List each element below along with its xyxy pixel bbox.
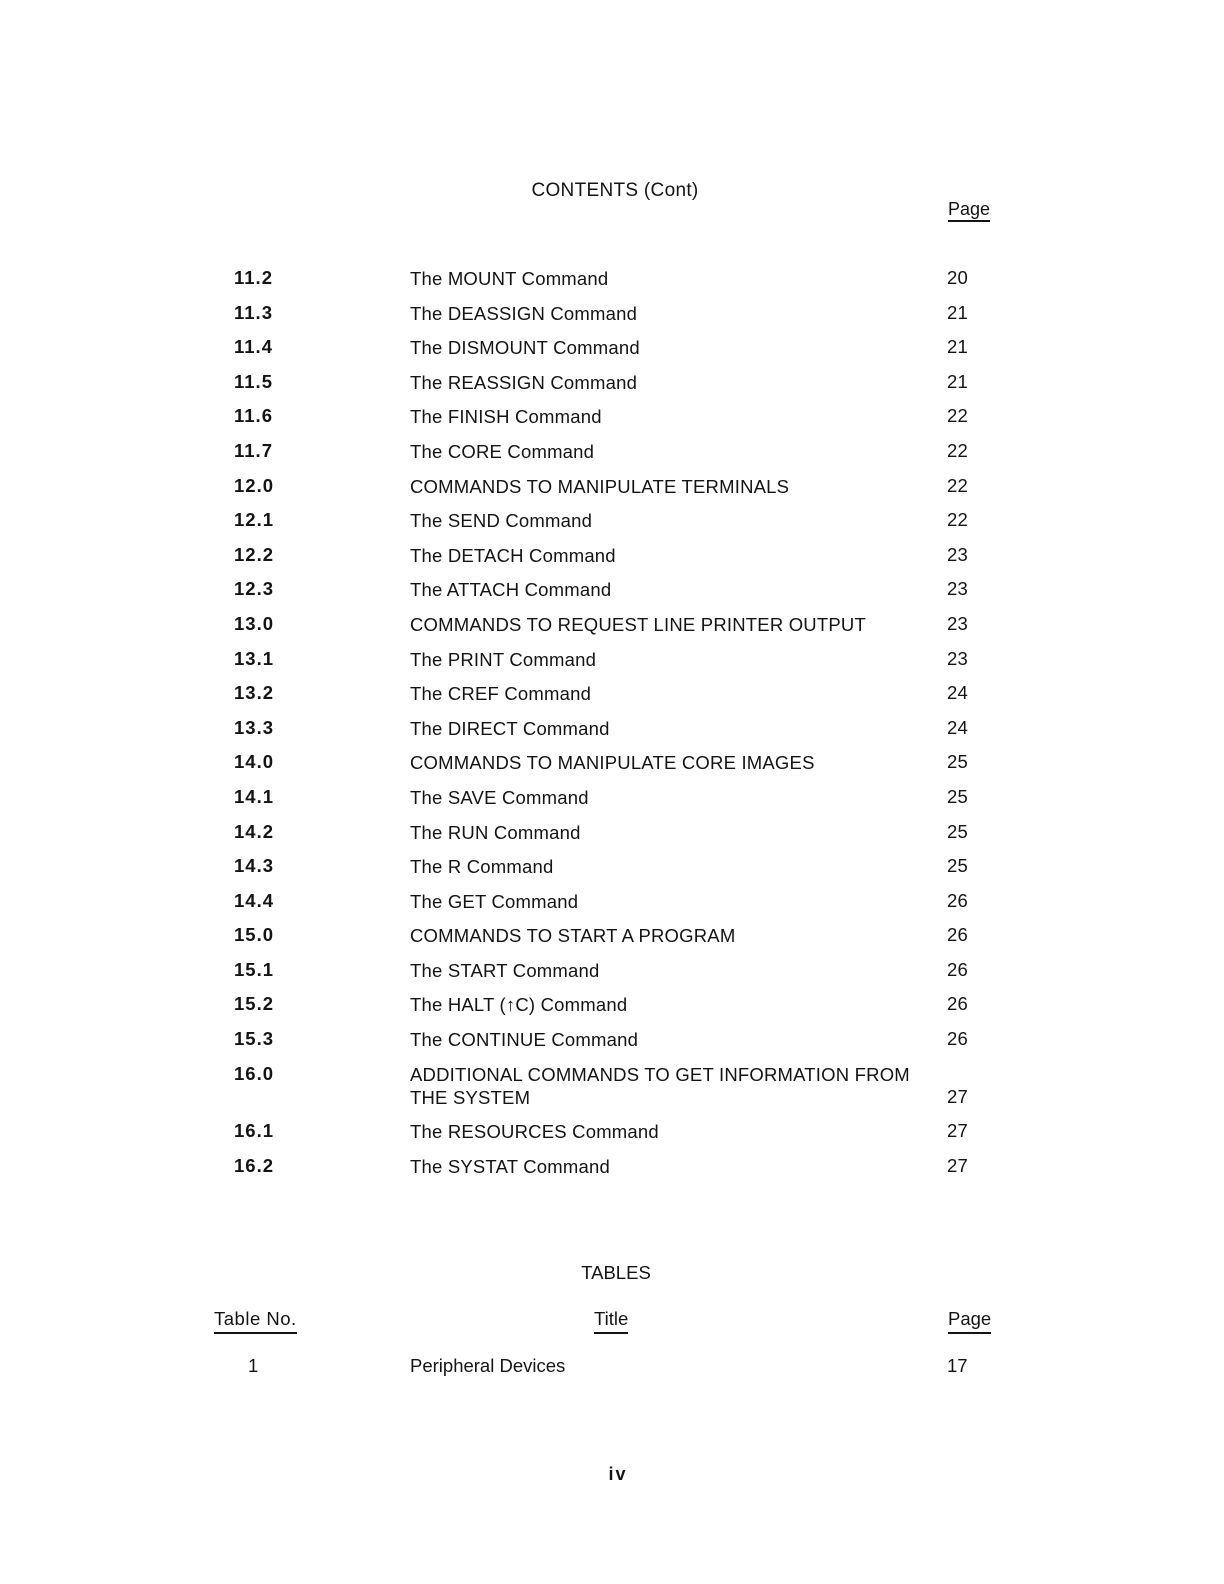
section-page: 22 [947, 405, 968, 427]
contents-entry [0, 747, 1224, 782]
section-page: 24 [947, 682, 968, 704]
section-title: COMMANDS TO START A PROGRAM [410, 925, 736, 947]
section-title: The FINISH Command [410, 406, 602, 428]
contents-entry [0, 574, 1224, 609]
section-page: 27 [947, 1154, 968, 1176]
section-title: The MOUNT Command [410, 268, 609, 289]
section-number: 16.1 [234, 1120, 275, 1142]
section-title: COMMANDS TO MANIPULATE CORE IMAGES [410, 752, 815, 774]
section-title: ADDITIONAL COMMANDS TO GET INFORMATION FROM THE SYSTEM [410, 1063, 910, 1108]
section-page: 26 [947, 958, 968, 980]
section-page: 22 [947, 474, 968, 496]
section-number: 13.1 [234, 647, 275, 669]
page-column-header: Page [948, 199, 990, 222]
section-number: 13.0 [234, 612, 275, 634]
section-page: 21 [947, 301, 968, 323]
section-page: 23 [947, 612, 968, 634]
section-page: 27 [947, 1085, 968, 1107]
contents-entry [0, 367, 1224, 402]
section-number: 15.0 [234, 924, 275, 946]
table-number: 1 [248, 1355, 259, 1376]
section-number: 15.1 [234, 958, 275, 980]
contents-entry [0, 505, 1224, 540]
contents-entry [0, 713, 1224, 748]
table-list-row [0, 1355, 1224, 1381]
section-number: 16.0 [234, 1062, 275, 1084]
section-number: 14.2 [234, 820, 275, 842]
section-number: 15.2 [234, 993, 275, 1015]
contents-entry [0, 851, 1224, 886]
table-number-column-header: Table No. [214, 1308, 297, 1334]
contents-entry [0, 436, 1224, 471]
section-title: The SYSTAT Command [410, 1155, 610, 1177]
section-page: 21 [947, 336, 968, 358]
contents-entry [0, 471, 1224, 506]
section-title: The DEASSIGN Command [410, 302, 638, 324]
tables-heading: TABLES [581, 1262, 651, 1283]
section-title: The CONTINUE Command [410, 1029, 639, 1051]
section-title: COMMANDS TO REQUEST LINE PRINTER OUTPUT [410, 613, 866, 635]
section-title: The DETACH Command [410, 544, 616, 566]
section-title: The R Command [410, 856, 554, 878]
section-number: 16.2 [234, 1154, 275, 1176]
section-title: The PRINT Command [410, 648, 597, 670]
contents-entry [0, 955, 1224, 990]
contents-entry [0, 1059, 1224, 1117]
section-page: 20 [947, 267, 968, 288]
table-title-column-header: Title [594, 1308, 628, 1334]
section-title: The SEND Command [410, 510, 593, 532]
section-number: 11.2 [234, 267, 273, 288]
section-number: 11.3 [234, 301, 273, 323]
section-page: 24 [947, 716, 968, 738]
section-title: The HALT (↑C) Command [410, 994, 628, 1016]
section-page: 23 [947, 578, 968, 600]
section-page: 21 [947, 370, 968, 392]
section-number: 13.3 [234, 716, 275, 738]
section-number: 14.4 [234, 889, 275, 911]
table-page: 17 [947, 1355, 968, 1376]
contents-list [0, 263, 1224, 1185]
contents-entry [0, 298, 1224, 333]
section-page: 26 [947, 993, 968, 1015]
table-title: Peripheral Devices [410, 1355, 566, 1376]
section-title: The GET Command [410, 890, 579, 912]
section-title: The START Command [410, 959, 600, 981]
section-page: 22 [947, 509, 968, 531]
section-page: 23 [947, 647, 968, 669]
contents-entry [0, 609, 1224, 644]
section-number: 11.5 [234, 370, 273, 392]
section-page: 26 [947, 1028, 968, 1050]
table-page-column-header: Page [948, 1308, 991, 1334]
contents-entry [0, 540, 1224, 575]
section-page: 22 [947, 439, 968, 461]
contents-entry [0, 920, 1224, 955]
section-page: 25 [947, 751, 968, 773]
section-number: 14.0 [234, 751, 275, 773]
page-title: CONTENTS (Cont) [531, 180, 699, 201]
section-number: 11.6 [234, 405, 273, 427]
section-page: 25 [947, 855, 968, 877]
contents-entry [0, 332, 1224, 367]
section-number: 11.7 [234, 439, 273, 461]
section-title: The DISMOUNT Command [410, 337, 640, 359]
contents-entry [0, 1116, 1224, 1151]
section-number: 12.1 [234, 509, 275, 531]
contents-entry [0, 989, 1224, 1024]
section-number: 14.1 [234, 785, 275, 807]
contents-entry [0, 782, 1224, 817]
section-number: 14.3 [234, 855, 275, 877]
section-number: 15.3 [234, 1028, 275, 1050]
section-number: 11.4 [234, 336, 273, 358]
section-title: The RESOURCES Command [410, 1121, 659, 1143]
contents-entry [0, 678, 1224, 713]
section-title: The REASSIGN Command [410, 371, 638, 393]
contents-entry [0, 644, 1224, 679]
section-title: COMMANDS TO MANIPULATE TERMINALS [410, 475, 790, 497]
section-page: 25 [947, 820, 968, 842]
contents-entry [0, 817, 1224, 852]
page-number: iv [608, 1464, 628, 1484]
section-title: The CORE Command [410, 440, 595, 462]
section-page: 26 [947, 924, 968, 946]
contents-entry [0, 1151, 1224, 1186]
section-title: The SAVE Command [410, 786, 589, 808]
contents-entry [0, 1024, 1224, 1059]
contents-entry [0, 263, 1224, 298]
section-page: 25 [947, 785, 968, 807]
contents-entry [0, 401, 1224, 436]
section-number: 12.3 [234, 578, 275, 600]
contents-entry [0, 886, 1224, 921]
section-page: 26 [947, 889, 968, 911]
section-page: 27 [947, 1120, 968, 1142]
section-number: 12.0 [234, 474, 275, 496]
section-title: The CREF Command [410, 683, 592, 705]
section-number: 12.2 [234, 543, 275, 565]
section-page: 23 [947, 543, 968, 565]
section-title: The RUN Command [410, 821, 581, 843]
section-title: The ATTACH Command [410, 579, 612, 601]
section-title: The DIRECT Command [410, 717, 610, 739]
section-number: 13.2 [234, 682, 275, 704]
